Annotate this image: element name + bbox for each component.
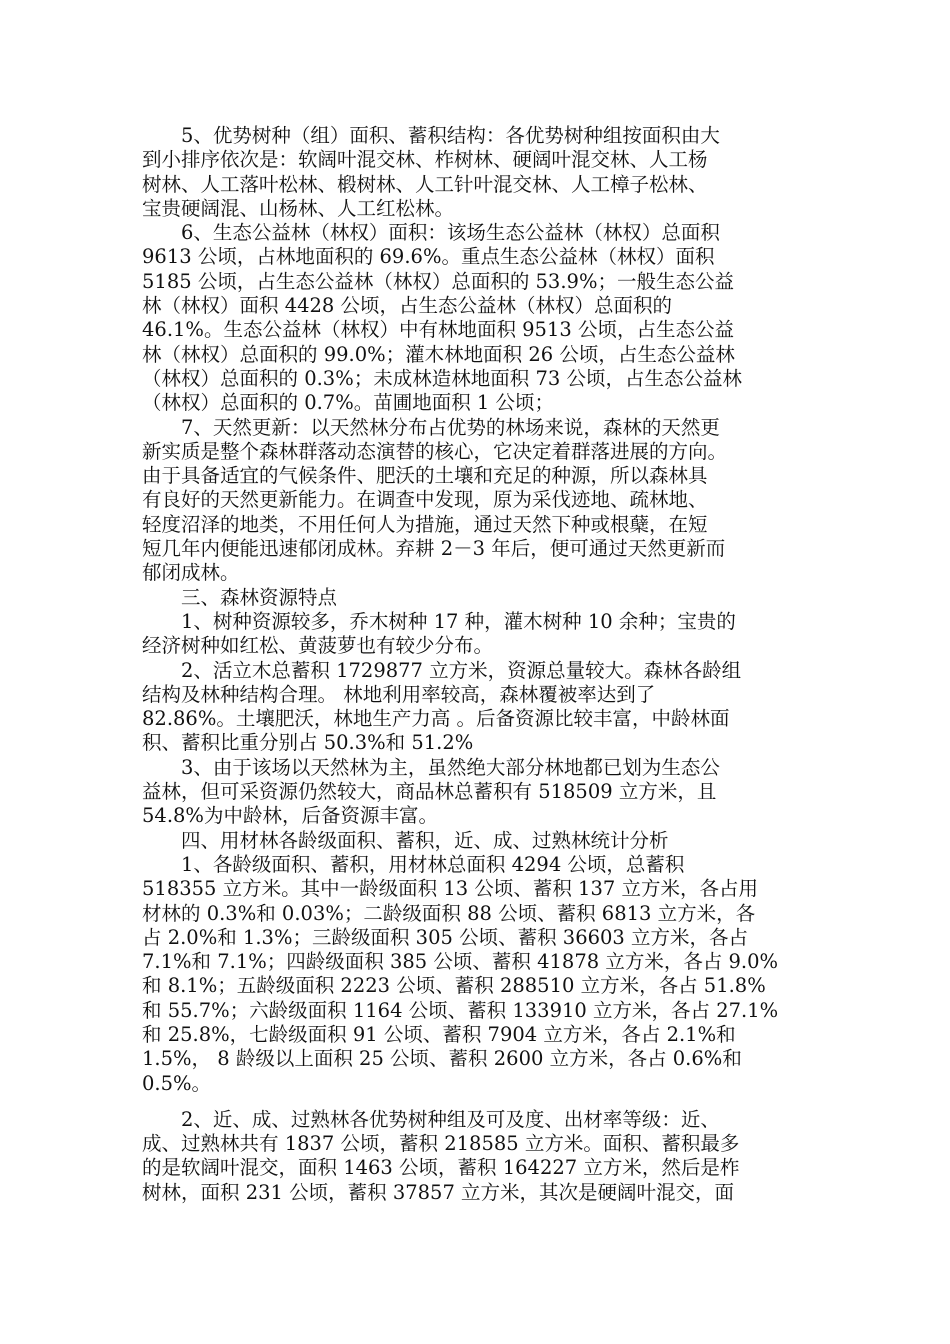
text-line: 成、过熟林共有 1837 公顷，蓄积 218585 立方米。面积、蓄积最多 [142,1132,740,1156]
text-line: 占 2.0%和 1.3%；三龄级面积 305 公顷、蓄积 36603 立方米，各占 [142,925,749,949]
text-line: 和 55.7%；六龄级面积 1164 公顷、蓄积 133910 立方米，各占 27.1% [142,998,779,1022]
text-line: 54.8%为中龄林，后备资源丰富。 [142,804,438,828]
text-line: 0.5%。 [142,1071,212,1095]
text-line: 9613 公顷，占林地面积的 69.6%。重点生态公益林（林权）面积 [142,245,715,269]
text-line: 新实质是整个森林群落动态演替的核心，它决定着群落进展的方向。 [142,439,728,463]
text-line: 2、近、成、过熟林各优势树种组及可及度、出材率等级：近、 [142,1107,720,1131]
text-line: 宝贵硬阔混、山杨林、人工红松林。 [142,196,455,220]
text-line: 1.5%， 8 龄级以上面积 25 公顷、蓄积 2600 立方米，各占 0.6%和 [142,1047,742,1071]
text-line: 郁闭成林。 [142,561,240,585]
text-line: 结构及林种结构合理。 林地利用率较高，森林覆被率达到了 [142,682,656,706]
document-body [142,124,806,1205]
text-line: 518355 立方米。其中一龄级面积 13 公顷、蓄积 137 立方米，各占用 [142,877,758,901]
text-line: 经济树种如红松、黄菠萝也有较少分布。 [142,634,494,658]
text-line: 46.1%。生态公益林（林权）中有林地面积 9513 公顷，占生态公益 [142,318,734,342]
text-line: 由于具备适宜的气候条件、肥沃的土壤和充足的种源，所以森林具 [142,464,708,488]
text-line: 7.1%和 7.1%；四龄级面积 385 公顷、蓄积 41878 立方米，各占 9.0% [142,950,779,974]
text-line: 和 8.1%；五龄级面积 2223 公顷、蓄积 288510 立方米，各占 51.8% [142,974,766,998]
text-line: 和 25.8%，七龄级面积 91 公顷、蓄积 7904 立方米，各占 2.1%和 [142,1022,736,1046]
text-line: 益林，但可采资源仍然较大，商品林总蓄积有 518509 立方米，且 [142,780,717,804]
text-line: 1、各龄级面积、蓄积，用材林总面积 4294 公顷，总蓄积 [142,852,685,876]
text-line: 树林、人工落叶松林、椴树林、人工针叶混交林、人工樟子松林、 [142,172,708,196]
section-heading: 三、森林资源特点 [142,585,338,609]
text-line: 7、天然更新：以天然林分布占优势的林场来说，森林的天然更 [142,415,720,439]
text-line: 到小排序依次是：软阔叶混交林、柞树林、硬阔叶混交林、人工杨 [142,148,708,172]
text-line: 3、由于该场以天然林为主，虽然绝大部分林地都已划为生态公 [142,755,720,779]
text-line: 短几年内便能迅速郁闭成林。弃耕 2－3 年后，便可通过天然更新而 [142,537,726,561]
text-line: 1、树种资源较多，乔木树种 17 种，灌木树种 10 余种；宝贵的 [142,609,736,633]
text-line: （林权）总面积的 0.7%。苗圃地面积 1 公顷； [142,391,555,415]
text-line: 林（林权）总面积的 99.0%；灌木林地面积 26 公顷，占生态公益林 [142,342,735,366]
text-line: 的是软阔叶混交，面积 1463 公顷，蓄积 164227 立方米，然后是柞 [142,1156,740,1180]
text-line: 轻度沼泽的地类，不用任何人为措施，通过天然下种或根蘖，在短 [142,512,708,536]
text-line: 材林的 0.3%和 0.03%；二龄级面积 88 公顷、蓄积 6813 立方米，各 [142,901,756,925]
text-line: 树林，面积 231 公顷，蓄积 37857 立方米，其次是硬阔叶混交，面 [142,1180,735,1204]
text-line: 5、优势树种（组）面积、蓄积结构：各优势树种组按面积由大 [142,124,720,147]
text-line: 林（林权）面积 4428 公顷，占生态公益林（林权）总面积的 [142,294,673,318]
text-line: 82.86%。土壤肥沃，林地生产力高 。后备资源比较丰富，中龄林面 [142,707,730,731]
section-heading: 四、用材林各龄级面积、蓄积，近、成、过熟林统计分析 [142,828,669,852]
paragraph-gap [142,1096,806,1108]
text-line: （林权）总面积的 0.3%；未成林造林地面积 73 公顷，占生态公益林 [142,366,742,390]
text-line: 5185 公顷，占生态公益林（林权）总面积的 53.9%；一般生态公益 [142,269,734,293]
text-line: 积、蓄积比重分别占 50.3%和 51.2% [142,731,474,755]
text-line: 2、活立木总蓄积 1729877 立方米，资源总量较大。森林各龄组 [142,658,742,682]
text-line: 有良好的天然更新能力。在调查中发现，原为采伐迹地、疏林地、 [142,488,708,512]
text-line: 6、生态公益林（林权）面积：该场生态公益林（林权）总面积 [142,221,720,245]
